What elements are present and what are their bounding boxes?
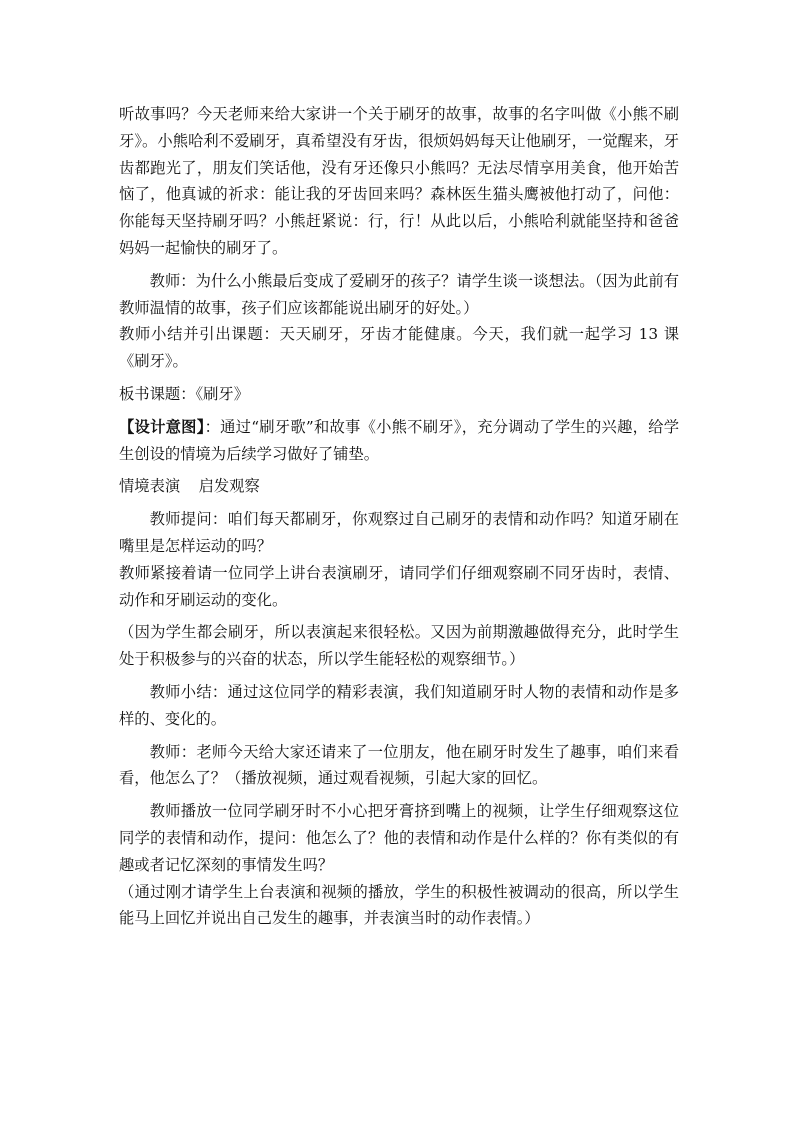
section-heading-part1: 情境表演 <box>119 477 181 496</box>
section-heading-part2: 启发观察 <box>198 477 260 496</box>
section-heading <box>119 473 679 500</box>
student-demo-paragraph: 教师紧接着请一位同学上讲台表演刷牙，请同学们仔细观察刷不同牙齿时，表情、动作和牙刷运动的变化。 <box>119 563 679 609</box>
board-title-line: 板书课题：《刷牙》 <box>119 384 250 403</box>
teacher-summary-paragraph: 教师小结并引出课题：天天刷牙，牙齿才能健康。今天，我们就一起学习 13 课《刷牙》。 <box>119 325 679 371</box>
note-paragraph-2: （通过刚才请学生上台表演和视频的播放，学生的积极性被调动的很高，所以学生能马上回忆并说出自己发生的趣事，并表演当时的动作表情。） <box>119 882 679 928</box>
teacher-summary-paragraph-2: 教师小结：通过这位同学的精彩表演，我们知道刷牙时人物的表情和动作是多样的、变化的。 <box>119 682 679 728</box>
note-paragraph-1: （因为学生都会刷牙，所以表演起来很轻松。又因为前期激趣做得充分，此时学生处于积极参与的兴奋的状态，所以学生能轻松的观察细节。） <box>119 623 679 669</box>
teacher-question-paragraph-2: 教师提问：咱们每天都刷牙，你观察过自己刷牙的表情和动作吗？知道牙刷在嘴里是怎样运动的吗？ <box>119 510 679 555</box>
teacher-video-intro-paragraph: 教师：老师今天给大家还请来了一位朋友，他在刷牙时发生了趣事，咱们来看看，他怎么了？（播放视频，通过观看视频，引起大家的回忆。 <box>119 742 679 788</box>
teacher-question-paragraph: 教师：为什么小熊最后变成了爱刷牙的孩子？请学生谈一谈想法。（因为此前有教师温情的故事，孩子们应该都能说出刷牙的好处。） <box>119 271 679 317</box>
design-intent-paragraph <box>119 414 679 468</box>
design-intent-label: 【设计意图】 <box>119 417 205 436</box>
document-body <box>119 101 679 932</box>
design-intent-text: ：通过“刷牙歌”和故事《小熊不刷牙》，充分调动了学生的兴趣，给学生创设的情境为后续学习做好了铺垫。 <box>119 417 679 463</box>
teacher-video-play-paragraph: 教师播放一位同学刷牙时不小心把牙膏挤到嘴上的视频，让学生仔细观察这位同学的表情和动作，提问：他怎么了？他的表情和动作是什么样的？你有类似的有趣或者记忆深刻的事情发生吗？ <box>119 802 679 874</box>
story-paragraph: 听故事吗？今天老师来给大家讲一个关于刷牙的故事，故事的名字叫做《小熊不刷牙》。小熊哈利不爱刷牙，真希望没有牙齿，很烦妈妈每天让他刷牙，一觉醒来，牙齿都跑光了，朋友们笑话他，没有牙还像只小熊吗？无法尽情享用美食，他开始苦恼了，他真诚的祈求：能让我的牙齿回来吗？森林医生猫头鹰被他打动了，问他：你能每天坚持刷牙吗？小熊赶紧说：行，行！从此以后，小熊哈利就能坚持和爸爸妈妈一起愉快的刷牙了。 <box>119 105 679 257</box>
